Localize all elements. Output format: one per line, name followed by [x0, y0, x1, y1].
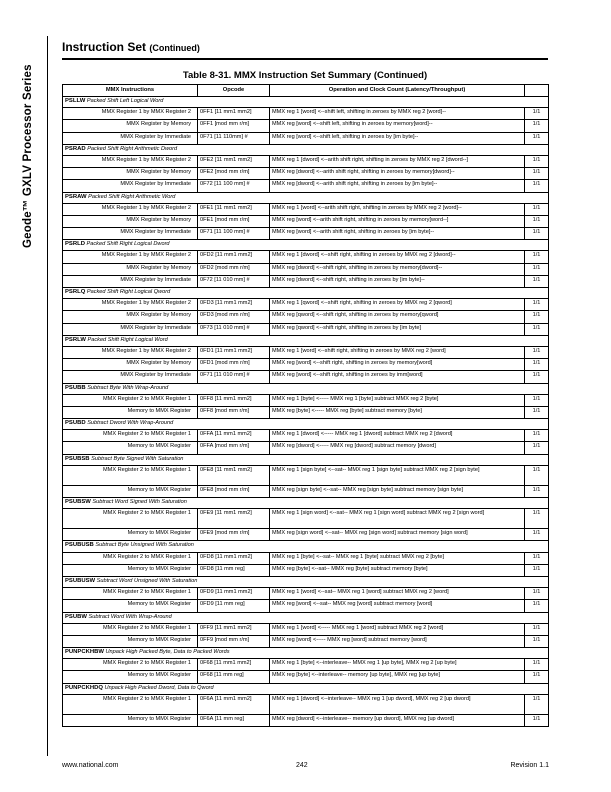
cell-instruction: Memory to MMX Register [63, 406, 198, 418]
cell-opcode: 0FD8 [11 mm1 mm2] [198, 552, 270, 564]
table-row [63, 346, 549, 358]
group-header [63, 612, 549, 623]
table-row [63, 694, 549, 714]
cell-opcode: 0FF8 [11 mm1 mm2] [198, 394, 270, 406]
cell-instruction: Memory to MMX Register [63, 600, 198, 612]
cell-opcode: 0FD2 [mod mm r/m] [198, 263, 270, 275]
cell-opcode: 0FE1 [mod mm r/m] [198, 215, 270, 227]
cell-operation: MMX reg 1 [byte] <--interleave-- MMX reg 1 [up byte], MMX reg 2 [up byte] [270, 659, 525, 671]
cell-latency: 1/1 [525, 228, 549, 240]
group-row [63, 240, 549, 251]
group-header [63, 648, 549, 659]
table-row [63, 394, 549, 406]
col-header-operation: Operation and Clock Count (Latency/Throughput) [270, 85, 525, 97]
group-header [63, 683, 549, 694]
group-mnemonic: PUNPCKHBW [65, 649, 104, 656]
cell-instruction: Memory to MMX Register [63, 714, 198, 726]
cell-opcode: 0FD3 [mod mm r/m] [198, 311, 270, 323]
group-row [63, 97, 549, 108]
group-description: Subtract Word With Wrap-Around [88, 613, 172, 620]
cell-opcode: 0F71 [11 100 mm] # [198, 228, 270, 240]
cell-operation: MMX reg [word] <--shift left, shifting in zeroes by [im byte]-- [270, 132, 525, 144]
cell-opcode: 0FF1 [11 mm1 mm2] [198, 108, 270, 120]
table-row [63, 430, 549, 442]
group-mnemonic: PSUBSB [65, 455, 90, 462]
cell-latency: 1/1 [525, 671, 549, 683]
cell-operation: MMX reg 1 [word] <--shift left, shifting in zeroes by MMX reg 2 [word]-- [270, 108, 525, 120]
cell-instruction: MMX Register 1 by MMX Register 2 [63, 299, 198, 311]
group-header [63, 419, 549, 430]
cell-instruction: MMX Register 2 to MMX Register 1 [63, 659, 198, 671]
table-row [63, 311, 549, 323]
cell-operation: MMX reg [dword] <--interleave-- memory [up dword], MMX reg [up dword] [270, 714, 525, 726]
table-row [63, 323, 549, 335]
cell-operation: MMX reg 1 [word] <--shift right, shifting in zeroes by MMX reg 2 [word] [270, 346, 525, 358]
page-title [62, 40, 200, 54]
cell-opcode: 0FD9 [11 mm reg] [198, 600, 270, 612]
mmx-instruction-table [62, 84, 549, 727]
table-row [63, 132, 549, 144]
cell-instruction: Memory to MMX Register [63, 442, 198, 454]
cell-opcode: 0FD3 [11 mm1 mm2] [198, 299, 270, 311]
group-header [63, 576, 549, 587]
cell-latency: 1/1 [525, 132, 549, 144]
cell-latency: 1/1 [525, 168, 549, 180]
group-description: Subtract Byte Signed With Saturation [91, 455, 184, 462]
cell-operation: MMX reg [word] <--shift left, shifting in zeroes by memory[word]-- [270, 120, 525, 132]
group-description: Subtract Dword With Wrap-Around [87, 420, 174, 427]
group-description: Subtract Byte Unsigned With Saturation [95, 542, 194, 549]
cell-instruction: MMX Register 2 to MMX Register 1 [63, 430, 198, 442]
cell-operation: MMX reg 1 [dword] <--arith shift right, shifting in zeroes by MMX reg 2 [dword--] [270, 155, 525, 167]
table-row [63, 108, 549, 120]
group-header [63, 288, 549, 299]
cell-opcode: 0FD1 [mod mm r/m] [198, 359, 270, 371]
cell-latency: 1/1 [525, 323, 549, 335]
cell-opcode: 0FD9 [11 mm1 mm2] [198, 588, 270, 600]
cell-opcode: 0FD8 [11 mm reg] [198, 564, 270, 576]
cell-operation: MMX reg 1 [word] <--arith shift right, shifting in zeroes by MMX reg 2 [word]-- [270, 203, 525, 215]
cell-instruction: MMX Register by Memory [63, 168, 198, 180]
table-row [63, 371, 549, 383]
cell-latency: 1/1 [525, 600, 549, 612]
group-mnemonic: PSRLQ [65, 289, 86, 295]
table-row [63, 623, 549, 635]
cell-opcode: 0FE8 [mod mm r/m] [198, 485, 270, 497]
cell-instruction: MMX Register 2 to MMX Register 1 [63, 509, 198, 529]
group-description: Subtract Word Unsigned With Saturation [96, 577, 198, 584]
cell-instruction: MMX Register by Immediate [63, 180, 198, 192]
cell-instruction: MMX Register 2 to MMX Register 1 [63, 694, 198, 714]
cell-opcode: 0F68 [11 mm reg] [198, 671, 270, 683]
col-header-latency [525, 85, 549, 97]
cell-latency: 1/1 [525, 465, 549, 485]
side-divider [47, 36, 48, 756]
cell-latency: 1/1 [525, 694, 549, 714]
table-row [63, 635, 549, 647]
cell-instruction: Memory to MMX Register [63, 635, 198, 647]
cell-latency: 1/1 [525, 635, 549, 647]
table-row [63, 228, 549, 240]
group-description: Packed Shift Right Logical Dword [86, 241, 170, 248]
table-row [63, 203, 549, 215]
table-row [63, 564, 549, 576]
group-row [63, 288, 549, 299]
table-body [63, 97, 549, 727]
group-description: Unpack High Packed Dword, Data to Qword [104, 684, 214, 691]
cell-instruction: MMX Register by Immediate [63, 275, 198, 287]
table-row [63, 485, 549, 497]
cell-opcode: 0FF1 [mod mm r/m] [198, 120, 270, 132]
cell-opcode: 0F72 [11 100 mm] # [198, 180, 270, 192]
cell-operation: MMX reg [word] <--shift right, shifting in zeroes by imm[word] [270, 371, 525, 383]
cell-instruction: Memory to MMX Register [63, 485, 198, 497]
cell-opcode: 0FE2 [mod mm r/m] [198, 168, 270, 180]
group-header [63, 144, 549, 155]
cell-latency: 1/1 [525, 442, 549, 454]
footer-page-number: 242 [296, 762, 308, 769]
cell-operation: MMX reg 1 [word] <----- MMX reg 1 [word] subtract MMX reg 2 [word] [270, 623, 525, 635]
cell-latency: 1/1 [525, 215, 549, 227]
cell-latency: 1/1 [525, 430, 549, 442]
group-mnemonic: PSUBB [65, 384, 86, 391]
cell-operation: MMX reg [sign byte] <--sat-- MMX reg [sign byte] subtract memory [sign byte] [270, 485, 525, 497]
cell-latency: 1/1 [525, 485, 549, 497]
cell-instruction: MMX Register by Memory [63, 311, 198, 323]
cell-instruction: Memory to MMX Register [63, 671, 198, 683]
group-description: Packed Shift Right Logical Word [87, 336, 168, 343]
table-row [63, 600, 549, 612]
group-mnemonic: PSLLW [65, 98, 86, 104]
cell-latency: 1/1 [525, 529, 549, 541]
cell-opcode: 0FE1 [11 mm1 mm2] [198, 203, 270, 215]
table-row [63, 714, 549, 726]
cell-instruction: MMX Register by Immediate [63, 323, 198, 335]
cell-instruction: MMX Register 1 by MMX Register 2 [63, 155, 198, 167]
page-title-text: Instruction Set [62, 40, 147, 54]
cell-opcode: 0F6A [11 mm reg] [198, 714, 270, 726]
table-row [63, 275, 549, 287]
cell-opcode: 0F73 [11 010 mm] # [198, 323, 270, 335]
group-mnemonic: PSRLD [65, 241, 85, 248]
table-row [63, 215, 549, 227]
table-row [63, 529, 549, 541]
cell-operation: MMX reg [qword] <--shift right, shifting in zeroes by memory[qword] [270, 311, 525, 323]
cell-latency: 1/1 [525, 714, 549, 726]
group-row [63, 335, 549, 346]
cell-opcode: 0FD2 [11 mm1 mm2] [198, 251, 270, 263]
cell-operation: MMX reg 1 [dword] <--interleave-- MMX reg 1 [up dword], MMX reg 2 [up dword] [270, 694, 525, 714]
table-title: Table 8-31. MMX Instruction Set Summary (Continued) [182, 70, 428, 81]
cell-latency: 1/1 [525, 346, 549, 358]
cell-latency: 1/1 [525, 203, 549, 215]
cell-operation: MMX reg [dword] <--shift right, shifting in zeroes by [im byte]-- [270, 275, 525, 287]
group-header [63, 541, 549, 552]
cell-opcode: 0FF9 [11 mm1 mm2] [198, 623, 270, 635]
cell-latency: 1/1 [525, 275, 549, 287]
group-header [63, 498, 549, 509]
cell-operation: MMX reg [dword] <--shift right, shifting in zeroes by memory[dword]-- [270, 263, 525, 275]
group-mnemonic: PSRLW [65, 336, 86, 343]
group-row [63, 383, 549, 394]
group-description: Subtract Word Signed With Saturation [92, 499, 187, 505]
group-header [63, 192, 549, 203]
cell-operation: MMX reg 1 [word] <--sat-- MMX reg 1 [word] subtract MMX reg 2 [word] [270, 588, 525, 600]
table-row [63, 168, 549, 180]
cell-latency: 1/1 [525, 552, 549, 564]
cell-latency: 1/1 [525, 155, 549, 167]
cell-operation: MMX reg 1 [sign word] <--sat-- MMX reg 1 [sign word] subtract MMX reg 2 [sign word] [270, 509, 525, 529]
group-description: Subtract Byte With Wrap-Around [87, 384, 169, 391]
cell-opcode: 0FE9 [mod mm r/m] [198, 529, 270, 541]
cell-latency: 1/1 [525, 263, 549, 275]
group-description: Packed Shift Right Arithmetic Word [88, 193, 176, 200]
table-row [63, 659, 549, 671]
cell-latency: 1/1 [525, 394, 549, 406]
table-row [63, 588, 549, 600]
group-mnemonic: PSUBUSW [65, 577, 96, 584]
page-title-suffix: (Continued) [149, 43, 200, 53]
cell-opcode: 0FFA [11 mm1 mm2] [198, 430, 270, 442]
cell-operation: MMX reg [byte] <----- MMX reg [byte] subtract memory [byte] [270, 406, 525, 418]
cell-operation: MMX reg 1 [dword] <----- MMX reg 1 [dword] subtract MMX reg 2 [dword] [270, 430, 525, 442]
cell-opcode: 0FF9 [mod mm r/m] [198, 635, 270, 647]
cell-instruction: MMX Register 2 to MMX Register 1 [63, 394, 198, 406]
cell-opcode: 0F71 [11 010 mm] # [198, 371, 270, 383]
cell-operation: MMX reg [word] <--arith shift right, shifting in zeroes by [im byte]-- [270, 228, 525, 240]
group-header [63, 97, 549, 108]
cell-operation: MMX reg [word] <--sat-- MMX reg [word] subtract memory [word] [270, 600, 525, 612]
group-mnemonic: PUNPCKHDQ [65, 684, 103, 691]
cell-latency: 1/1 [525, 120, 549, 132]
cell-latency: 1/1 [525, 311, 549, 323]
cell-latency: 1/1 [525, 588, 549, 600]
cell-latency: 1/1 [525, 251, 549, 263]
group-row [63, 498, 549, 509]
group-mnemonic: PSRAW [65, 193, 87, 200]
cell-operation: MMX reg [word] <--shift right, shifting in zeroes by memory[word] [270, 359, 525, 371]
group-mnemonic: PSUBD [65, 420, 86, 427]
cell-opcode: 0FE8 [11 mm1 mm2] [198, 465, 270, 485]
table-row [63, 406, 549, 418]
group-header [63, 383, 549, 394]
cell-latency: 1/1 [525, 406, 549, 418]
cell-opcode: 0F6A [11 mm1 mm2] [198, 694, 270, 714]
group-mnemonic: PSRAD [65, 145, 86, 152]
cell-operation: MMX reg [dword] <----- MMX reg [dword] subtract memory [dword] [270, 442, 525, 454]
group-mnemonic: PSUBSW [65, 499, 91, 505]
cell-latency: 1/1 [525, 371, 549, 383]
table-row [63, 552, 549, 564]
cell-instruction: MMX Register 1 by MMX Register 2 [63, 203, 198, 215]
cell-instruction: MMX Register by Memory [63, 120, 198, 132]
cell-instruction: MMX Register 2 to MMX Register 1 [63, 465, 198, 485]
table-row [63, 509, 549, 529]
cell-instruction: MMX Register 1 by MMX Register 2 [63, 251, 198, 263]
table-row [63, 442, 549, 454]
cell-operation: MMX reg 1 [byte] <----- MMX reg 1 [byte] subtract MMX reg 2 [byte] [270, 394, 525, 406]
cell-instruction: MMX Register by Memory [63, 215, 198, 227]
group-row [63, 576, 549, 587]
table-row [63, 465, 549, 485]
table-header-row [63, 85, 549, 97]
cell-instruction: MMX Register by Immediate [63, 132, 198, 144]
cell-operation: MMX reg [byte] <--sat-- MMX reg [byte] subtract memory [byte] [270, 564, 525, 576]
group-header [63, 335, 549, 346]
cell-instruction: MMX Register 2 to MMX Register 1 [63, 623, 198, 635]
cell-operation: MMX reg [dword] <--arith shift right, shifting in zeroes by memory[dword]-- [270, 168, 525, 180]
cell-latency: 1/1 [525, 659, 549, 671]
cell-instruction: Memory to MMX Register [63, 564, 198, 576]
cell-operation: MMX reg 1 [qword] <--shift right, shifting in zeroes by MMX reg 2 [qword] [270, 299, 525, 311]
cell-instruction: MMX Register 1 by MMX Register 2 [63, 108, 198, 120]
cell-operation: MMX reg [dword] <--arith shift right, shifting in zeroes by [im byte]-- [270, 180, 525, 192]
cell-operation: MMX reg [word] <--arith shift right, shifting in zeroes by memory[word--] [270, 215, 525, 227]
cell-opcode: 0F68 [11 mm1 mm2] [198, 659, 270, 671]
col-header-instructions: MMX Instructions [63, 85, 198, 97]
cell-instruction: MMX Register by Immediate [63, 371, 198, 383]
cell-instruction: MMX Register by Memory [63, 263, 198, 275]
cell-latency: 1/1 [525, 359, 549, 371]
group-row [63, 612, 549, 623]
group-row [63, 144, 549, 155]
table-row [63, 299, 549, 311]
group-mnemonic: PSUBUSB [65, 542, 94, 549]
group-description: Packed Shift Right Arithmetic Dword [87, 145, 178, 152]
header-rule [62, 58, 548, 60]
cell-opcode: 0FE2 [11 mm1 mm2] [198, 155, 270, 167]
cell-operation: MMX reg 1 [byte] <--sat-- MMX reg 1 [byte] subtract MMX reg 2 [byte] [270, 552, 525, 564]
cell-latency: 1/1 [525, 564, 549, 576]
group-row [63, 648, 549, 659]
table-row [63, 263, 549, 275]
group-row [63, 454, 549, 465]
cell-latency: 1/1 [525, 623, 549, 635]
cell-latency: 1/1 [525, 180, 549, 192]
cell-instruction: MMX Register 1 by MMX Register 2 [63, 346, 198, 358]
group-row [63, 419, 549, 430]
group-description: Packed Shift Left Logical Word [86, 98, 164, 104]
cell-operation: MMX reg [word] <----- MMX reg [word] subtract memory [word] [270, 635, 525, 647]
cell-latency: 1/1 [525, 509, 549, 529]
table-row [63, 671, 549, 683]
cell-latency: 1/1 [525, 299, 549, 311]
cell-instruction: MMX Register 2 to MMX Register 1 [63, 552, 198, 564]
col-header-opcode: Opcode [198, 85, 270, 97]
cell-latency: 1/1 [525, 108, 549, 120]
cell-opcode: 0F71 [11 110mm] # [198, 132, 270, 144]
table-row [63, 155, 549, 167]
group-row [63, 683, 549, 694]
table-row [63, 359, 549, 371]
cell-opcode: 0FE9 [11 mm1 mm2] [198, 509, 270, 529]
cell-operation: MMX reg 1 [dword] <--shift right, shifting in zeroes by MMX reg 2 [dword]-- [270, 251, 525, 263]
footer-revision: Revision 1.1 [510, 762, 549, 769]
cell-operation: MMX reg [qword] <--shift right, shifting in zeroes by [im byte] [270, 323, 525, 335]
cell-instruction: Memory to MMX Register [63, 529, 198, 541]
group-description: Packed Shift Right Logical Qword [86, 289, 171, 295]
group-header [63, 454, 549, 465]
cell-opcode: 0FD1 [11 mm1 mm2] [198, 346, 270, 358]
cell-operation: MMX reg [byte] <--interleave-- memory [up byte], MMX reg [up byte] [270, 671, 525, 683]
group-mnemonic: PSUBW [65, 613, 87, 620]
side-series-label: Geode™ GXLV Processor Series [22, 64, 34, 248]
cell-instruction: MMX Register 2 to MMX Register 1 [63, 588, 198, 600]
cell-opcode: 0FF8 [mod mm r/m] [198, 406, 270, 418]
cell-operation: MMX reg [sign word] <--sat-- MMX reg [sign word] subtract memory [sign word] [270, 529, 525, 541]
footer-website: www.national.com [62, 762, 119, 769]
cell-operation: MMX reg 1 [sign byte] <--sat-- MMX reg 1 [sign byte] subtract MMX reg 2 [sign byte] [270, 465, 525, 485]
table-row [63, 251, 549, 263]
group-description: Unpack High Packed Byte, Data to Packed Words [105, 649, 230, 656]
table-row [63, 180, 549, 192]
group-header [63, 240, 549, 251]
group-row [63, 541, 549, 552]
cell-instruction: MMX Register by Memory [63, 359, 198, 371]
cell-opcode: 0FFA [mod mm r/m] [198, 442, 270, 454]
table-row [63, 120, 549, 132]
cell-opcode: 0F72 [11 010 mm] # [198, 275, 270, 287]
cell-instruction: MMX Register by Immediate [63, 228, 198, 240]
group-row [63, 192, 549, 203]
